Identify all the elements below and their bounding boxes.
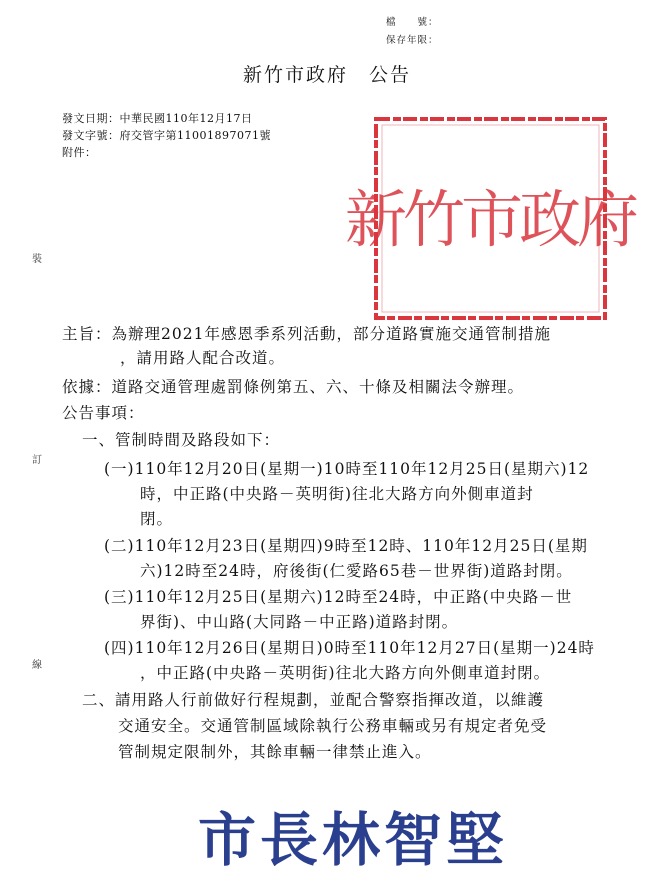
seal-text: 新竹市政府 bbox=[344, 183, 636, 256]
item-2-line-2: 交通安全。交通管制區域除執行公務車輛或另有規定者免受 bbox=[118, 717, 548, 735]
item-1-sub-1-line-2: 時，中正路(中央路－英明街)往北大路方向外側車道封 bbox=[140, 485, 534, 503]
issue-date: 發文日期：中華民國110年12月17日 bbox=[62, 112, 253, 125]
attachment-label: 附件： bbox=[62, 146, 97, 159]
item-1-sub-2-line-1: (二)110年12月23日(星期四)9時至12時、110年12月25日(星期 bbox=[104, 537, 588, 555]
mayor-signature bbox=[188, 800, 518, 874]
item-2-line-1: 二、請用路人行前做好行程規劃，並配合警察指揮改道，以維護 bbox=[82, 691, 545, 709]
item-1-sub-3-line-1: (三)110年12月25日(星期六)12時至24時，中正路(中央路－世 bbox=[104, 588, 573, 606]
margin-mark-bind: 裝 bbox=[32, 254, 42, 265]
subject-line-2: ，請用路人配合改道。 bbox=[120, 349, 286, 367]
notice-items-label: 公告事項： bbox=[62, 404, 145, 422]
item-2-line-3: 管制規定限制外，其餘車輛一律禁止進入。 bbox=[118, 743, 432, 761]
document-number: 發文字號：府交管字第11001897071號 bbox=[62, 129, 271, 142]
retention-period-label: 保存年限： bbox=[386, 35, 439, 46]
item-1-sub-2-line-2: 六)12時至24時，府後街(仁愛路65巷－世界街)道路封閉。 bbox=[140, 562, 573, 580]
item-1-sub-4-line-1: (四)110年12月26日(星期日)0時至110年12月27日(星期一)24時 bbox=[104, 639, 595, 657]
item-1-sub-1-line-1: (一)110年12月20日(星期一)10時至110年12月25日(星期六)12 bbox=[104, 460, 590, 478]
margin-mark-staple: 訂 bbox=[32, 455, 42, 466]
item-1-sub-1-line-3: 閉。 bbox=[140, 510, 174, 528]
official-seal bbox=[344, 116, 636, 321]
signature-text: 市長林智堅 bbox=[197, 806, 509, 874]
item-1-heading: 一、管制時間及路段如下： bbox=[82, 431, 281, 449]
page-title: 新竹市政府 公告 bbox=[243, 64, 412, 86]
item-1-sub-3-line-2: 界街)、中山路(大同路－中正路)道路封閉。 bbox=[140, 613, 459, 631]
item-1-sub-4-line-2: ，中正路(中央路－英明街)往北大路方向外側車道封閉。 bbox=[140, 664, 551, 682]
subject-line-1: 主旨：為辦理2021年感恩季系列活動，部分道路實施交通管制措施 bbox=[62, 325, 551, 343]
margin-mark-line: 線 bbox=[32, 660, 42, 671]
legal-basis: 依據：道路交通管理處罰條例第五、六、十條及相關法令辦理。 bbox=[62, 378, 525, 396]
file-number-label: 檔 號： bbox=[386, 17, 439, 28]
